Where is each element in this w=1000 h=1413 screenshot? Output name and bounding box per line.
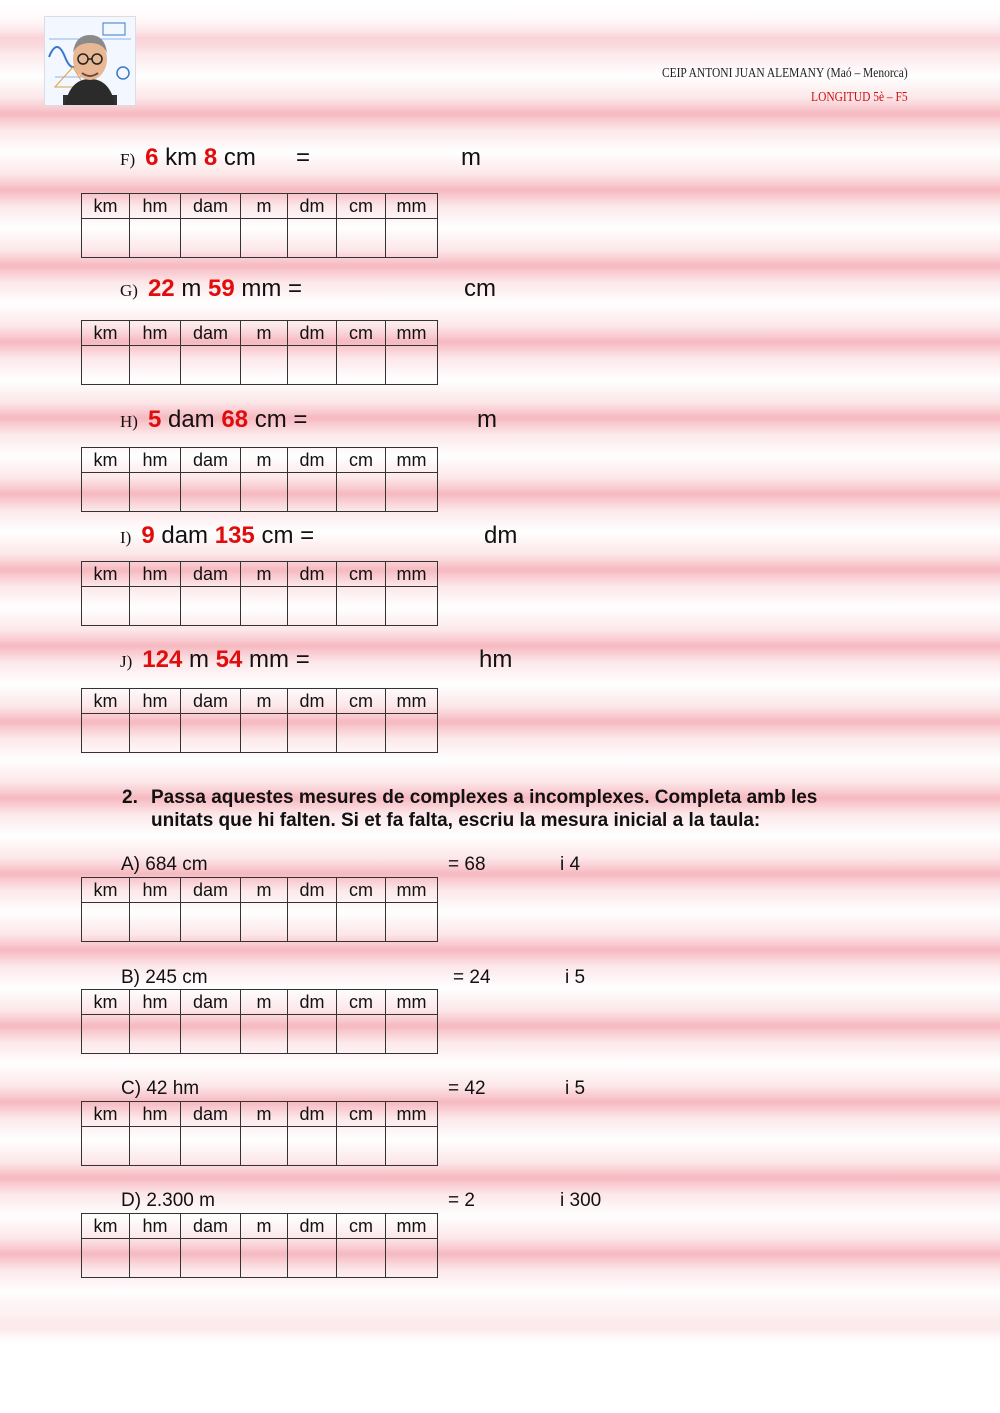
answer-cell[interactable] bbox=[288, 587, 337, 626]
answer-cell[interactable] bbox=[82, 903, 130, 942]
answer-cell[interactable] bbox=[130, 346, 181, 385]
answer-cell[interactable] bbox=[386, 714, 438, 753]
answer-cell[interactable] bbox=[337, 587, 386, 626]
units-table-f: km hm dam m dm cm mm bbox=[81, 193, 438, 258]
answer-cell[interactable] bbox=[241, 903, 288, 942]
answer-cell[interactable] bbox=[82, 1127, 130, 1166]
exercise-h: H) 5 dam 68 cm = m bbox=[120, 406, 497, 433]
answer-cell[interactable] bbox=[181, 1127, 241, 1166]
target-unit: m bbox=[477, 406, 497, 433]
answer-cell[interactable] bbox=[386, 346, 438, 385]
answer-cell[interactable] bbox=[82, 473, 130, 512]
units-table-h: km hm dam m dm cm mm bbox=[81, 447, 438, 512]
answer-cell[interactable] bbox=[82, 1015, 130, 1054]
answer-cell[interactable] bbox=[386, 1239, 438, 1278]
answer-cell[interactable] bbox=[288, 1015, 337, 1054]
exercise-2a: A) 684 cm = 68 i 4 bbox=[121, 854, 581, 875]
exercise-2c: C) 42 hm = 42 i 5 bbox=[121, 1078, 586, 1099]
answer-cell[interactable] bbox=[288, 346, 337, 385]
answer-cell[interactable] bbox=[181, 473, 241, 512]
answer-cell[interactable] bbox=[386, 1127, 438, 1166]
answer-cell[interactable] bbox=[130, 1015, 181, 1054]
answer-cell[interactable] bbox=[288, 1239, 337, 1278]
page-bottom-fade bbox=[0, 1290, 1000, 1413]
answer-cell[interactable] bbox=[82, 587, 130, 626]
answer-cell[interactable] bbox=[337, 346, 386, 385]
target-unit: dm bbox=[484, 522, 518, 549]
answer-cell[interactable] bbox=[337, 903, 386, 942]
school-header bbox=[662, 62, 908, 110]
answer-cell[interactable] bbox=[181, 346, 241, 385]
exercise-2b: B) 245 cm = 24 i 5 bbox=[121, 967, 586, 988]
answer-cell[interactable] bbox=[181, 714, 241, 753]
answer-cell[interactable] bbox=[288, 219, 337, 258]
units-table-2b: km hm dam m dm cm mm bbox=[81, 989, 438, 1054]
answer-cell[interactable] bbox=[386, 587, 438, 626]
exercise-f: F) 6 km 8 cm = m bbox=[120, 144, 481, 171]
answer-cell[interactable] bbox=[386, 219, 438, 258]
teacher-avatar bbox=[44, 16, 136, 106]
answer-cell[interactable] bbox=[181, 1239, 241, 1278]
answer-cell[interactable] bbox=[82, 346, 130, 385]
answer-cell[interactable] bbox=[241, 473, 288, 512]
worksheet-subject: LONGITUD 5è – F5 bbox=[811, 90, 908, 105]
answer-cell[interactable] bbox=[288, 473, 337, 512]
answer-cell[interactable] bbox=[241, 346, 288, 385]
answer-cell[interactable] bbox=[130, 1127, 181, 1166]
answer-cell[interactable] bbox=[288, 903, 337, 942]
answer-cell[interactable] bbox=[82, 714, 130, 753]
answer-cell[interactable] bbox=[386, 473, 438, 512]
answer-cell[interactable] bbox=[181, 1015, 241, 1054]
target-unit: m bbox=[461, 144, 481, 171]
answer-cell[interactable] bbox=[337, 473, 386, 512]
answer-cell[interactable] bbox=[241, 587, 288, 626]
answer-cell[interactable] bbox=[386, 903, 438, 942]
answer-cell[interactable] bbox=[241, 714, 288, 753]
answer-cell[interactable] bbox=[241, 1127, 288, 1166]
exercise-j: J) 124 m 54 mm = hm bbox=[120, 646, 513, 673]
answer-cell[interactable] bbox=[288, 1127, 337, 1166]
answer-cell[interactable] bbox=[181, 587, 241, 626]
answer-cell[interactable] bbox=[386, 1015, 438, 1054]
answer-cell[interactable] bbox=[82, 1239, 130, 1278]
exercise-2d: D) 2.300 m = 2 i 300 bbox=[121, 1190, 602, 1211]
target-unit: hm bbox=[479, 646, 513, 673]
answer-cell[interactable] bbox=[241, 219, 288, 258]
answer-cell[interactable] bbox=[337, 1015, 386, 1054]
units-table-g: km hm dam m dm cm mm bbox=[81, 320, 438, 385]
units-table-j: km hm dam m dm cm mm bbox=[81, 688, 438, 753]
answer-cell[interactable] bbox=[130, 219, 181, 258]
answer-cell[interactable] bbox=[82, 219, 130, 258]
answer-cell[interactable] bbox=[337, 1127, 386, 1166]
answer-cell[interactable] bbox=[130, 587, 181, 626]
answer-cell[interactable] bbox=[337, 1239, 386, 1278]
answer-cell[interactable] bbox=[130, 1239, 181, 1278]
units-table-2c: km hm dam m dm cm mm bbox=[81, 1101, 438, 1166]
exercise-i: I) 9 dam 135 cm = dm bbox=[120, 522, 518, 549]
answer-cell[interactable] bbox=[337, 219, 386, 258]
target-unit: cm bbox=[464, 275, 496, 302]
answer-cell[interactable] bbox=[130, 903, 181, 942]
page-top-fade bbox=[0, 0, 1000, 60]
answer-cell[interactable] bbox=[241, 1239, 288, 1278]
answer-cell[interactable] bbox=[337, 714, 386, 753]
answer-cell[interactable] bbox=[130, 714, 181, 753]
answer-cell[interactable] bbox=[181, 219, 241, 258]
answer-cell[interactable] bbox=[181, 903, 241, 942]
answer-cell[interactable] bbox=[130, 473, 181, 512]
school-name: CEIP ANTONI JUAN ALEMANY (Maó – Menorca) bbox=[662, 66, 908, 81]
units-table-2a: km hm dam m dm cm mm bbox=[81, 877, 438, 942]
units-table-i: km hm dam m dm cm mm bbox=[81, 561, 438, 626]
units-table-2d: km hm dam m dm cm mm bbox=[81, 1213, 438, 1278]
exercise-g: G) 22 m 59 mm = cm bbox=[120, 275, 496, 302]
answer-cell[interactable] bbox=[241, 1015, 288, 1054]
answer-cell[interactable] bbox=[288, 714, 337, 753]
section-2-instruction: 2. Passa aquestes mesures de complexes a incomplexes. Completa amb les unitats que hi falten. Si et fa falta, escriu la mesura inicial a la taula: bbox=[122, 787, 818, 831]
